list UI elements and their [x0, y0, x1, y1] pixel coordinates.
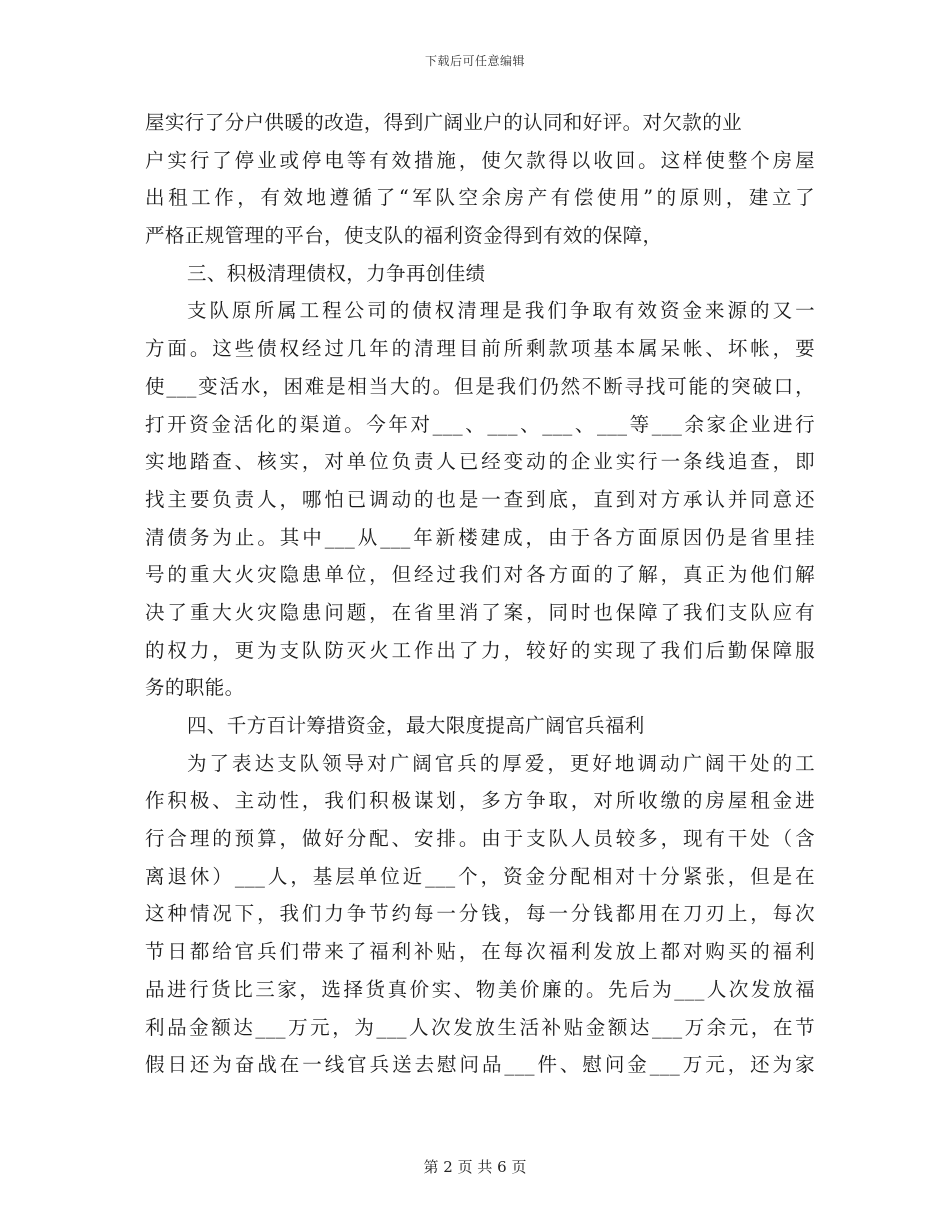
text-line: 支队原所属工程公司的债权清理是我们争取有效资金来源的又一 [187, 299, 815, 323]
text-line: 节日都给官兵们带来了福利补贴，在每次福利发放上都对购买的福利 [145, 940, 815, 964]
text-line: 离退休）___人，基层单位近___个，资金分配相对十分紧张，但是在 [145, 864, 815, 888]
text-line: 找主要负责人，哪怕已调动的也是一查到底，直到对方承认并同意还 [145, 487, 815, 511]
text-line: 利品金额达___万元，为___人次发放生活补贴金额达___万余元，在节 [145, 1015, 815, 1039]
text-line: 行合理的预算，做好分配、安排。由于支队人员较多，现有干处（含 [145, 827, 815, 851]
section-heading: 四、千方百计筹措资金，最大限度提高广阔官兵福利 [187, 714, 645, 737]
text-line: 品进行货比三家，选择货真价实、物美价廉的。先后为___人次发放福 [145, 977, 815, 1001]
text-line: 打开资金活化的渠道。今年对___、___、___、___等___余家企业进行 [145, 412, 815, 436]
text-line: 这种情况下，我们力争节约每一分钱，每一分钱都用在刀刃上，每次 [145, 902, 815, 926]
text-line: 决了重大火灾隐患问题，在省里消了案，同时也保障了我们支队应有 [145, 600, 815, 624]
text-line: 假日还为奋战在一线官兵送去慰问品___件、慰问金___万元，还为家 [145, 1053, 815, 1077]
text-line: 户实行了停业或停电等有效措施，使欠款得以收回。这样使整个房屋 [145, 148, 815, 172]
section-heading: 三、积极清理债权，力争再创佳绩 [187, 261, 486, 285]
text-line: 务的职能。 [145, 676, 245, 700]
text-line: 号的重大火灾隐患单位，但经过我们对各方面的了解，真正为他们解 [145, 563, 815, 587]
text-line: 方面。这些债权经过几年的清理目前所剩款项基本属呆帐、坏帐，要 [145, 337, 815, 361]
page-number-footer: 第 2 页 共 6 页 [423, 1158, 527, 1176]
text-line: 作积极、主动性，我们积极谋划，多方争取，对所收缴的房屋租金进 [145, 789, 815, 813]
document-body [145, 104, 815, 1084]
text-line: 严格正规管理的平台，使支队的福利资金得到有效的保障， [145, 224, 663, 248]
text-line: 为了表达支队领导对广阔官兵的厚爱，更好地调动广阔干处的工 [187, 751, 815, 775]
text-line: 实地踏查、核实，对单位负责人已经变动的企业实行一条线追查，即 [145, 450, 815, 474]
text-line: 屋实行了分户供暖的改造，得到广阔业户的认同和好评。对欠款的业 [145, 111, 743, 134]
text-line: 使___变活水，困难是相当大的。但是我们仍然不断寻找可能的突破口， [145, 374, 815, 398]
page-header: 下载后可任意编辑 [424, 54, 525, 68]
text-line: 清债务为止。其中___从___年新楼建成，由于各方面原因仍是省里挂 [145, 525, 815, 549]
text-line: 出租工作，有效地遵循了“军队空余房产有偿使用”的原则，建立了 [145, 186, 815, 210]
text-line: 的权力，更为支队防灭火工作出了力，较好的实现了我们后勤保障服 [145, 638, 815, 662]
